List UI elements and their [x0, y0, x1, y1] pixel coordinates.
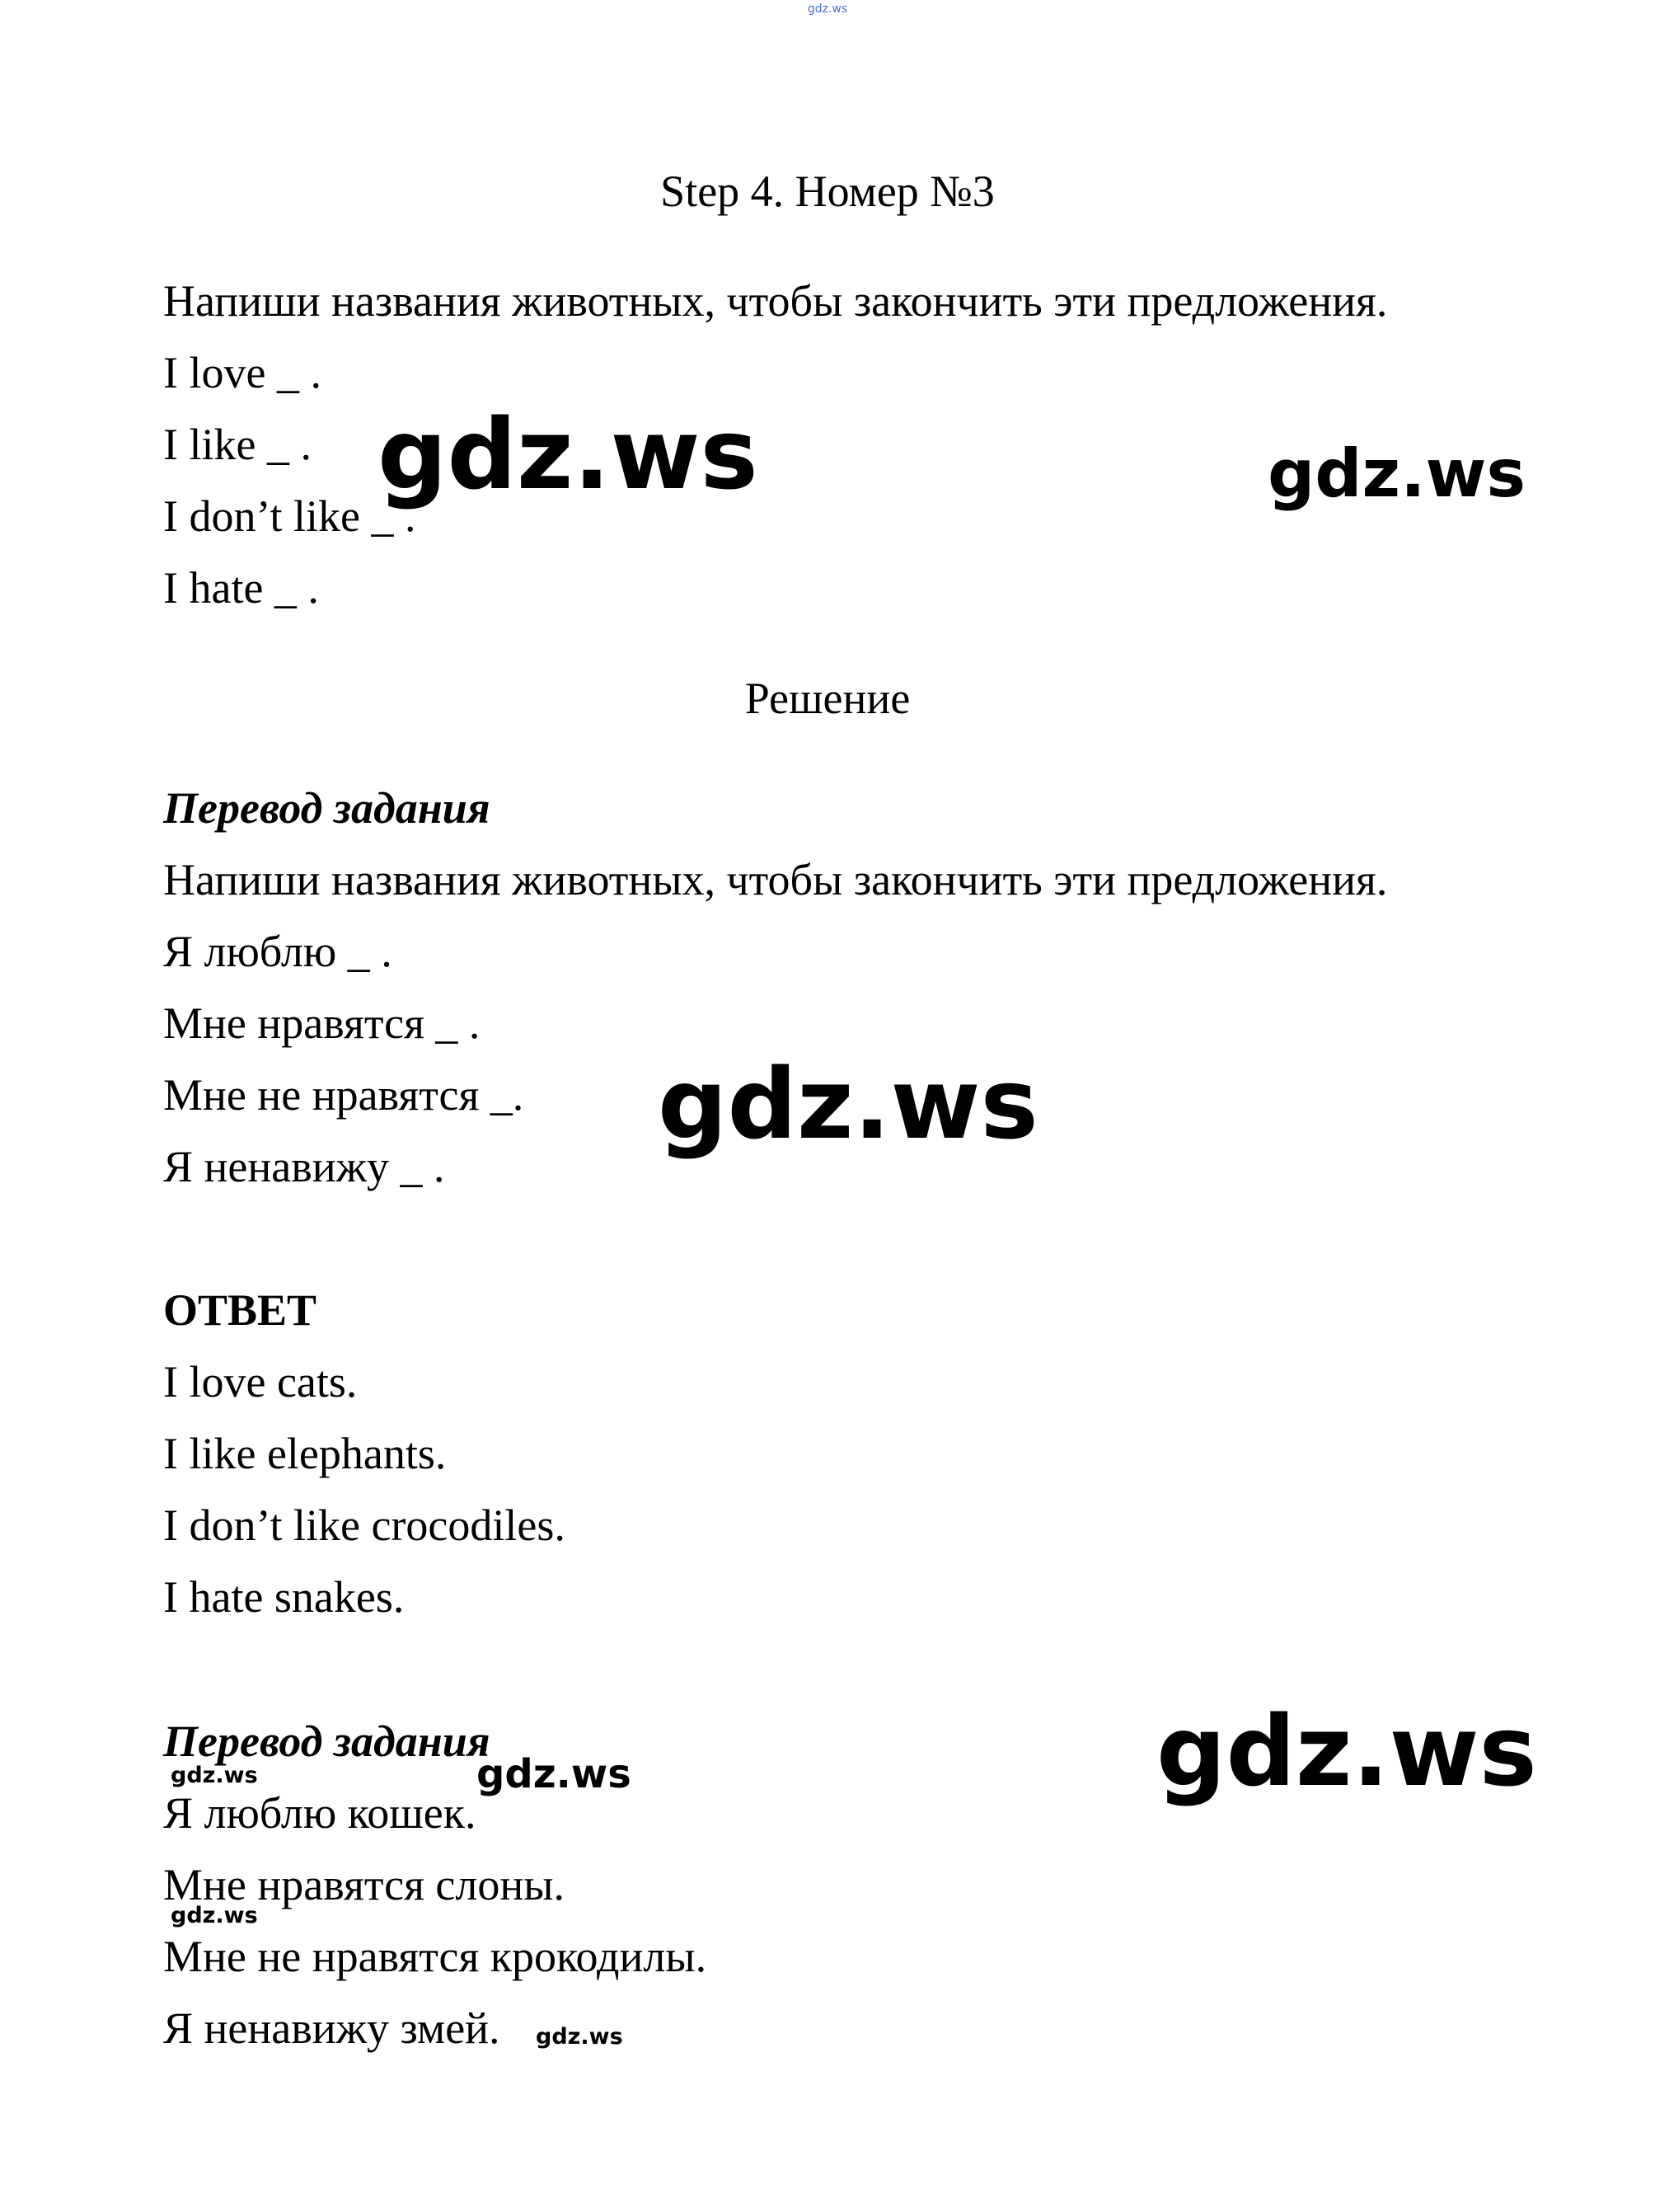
translation-heading: Перевод задания — [163, 783, 490, 833]
watermark: gdz.ws — [171, 1763, 258, 1788]
translation-heading: Перевод задания — [163, 1717, 490, 1766]
page-title: Step 4. Номер №3 — [660, 167, 995, 216]
watermark: gdz.ws — [1268, 435, 1526, 512]
solution-heading: Решение — [744, 674, 911, 723]
answer-heading: ОТВЕТ — [163, 1285, 317, 1335]
translation-sentence: Я люблю кошек. — [163, 1788, 476, 1838]
translation-sentence: Мне не нравятся крокодилы. — [163, 1932, 707, 1981]
watermark: gdz.ws — [377, 397, 758, 511]
watermark: gdz.ws — [1156, 1694, 1537, 1808]
answer-sentence: I don’t like crocodiles. — [163, 1500, 565, 1550]
watermark: gdz.ws — [536, 2024, 623, 2050]
task-sentence: I love _ . — [163, 348, 321, 397]
translation-instruction: Напиши названия животных, чтобы закончить эти предложения. — [163, 855, 1388, 904]
translation-sentence: Я ненавижу _ . — [163, 1142, 445, 1191]
answer-sentence: I love cats. — [163, 1357, 358, 1407]
answer-sentence: I like elephants. — [163, 1429, 447, 1478]
translation-sentence: Я люблю _ . — [163, 927, 392, 976]
task-instruction: Напиши названия животных, чтобы закончить эти предложения. — [163, 276, 1388, 326]
translation-sentence: Я ненавижу змей. — [163, 2003, 500, 2053]
watermark: gdz.ws — [171, 1903, 258, 1928]
task-sentence: I like _ . — [163, 420, 312, 469]
task-sentence: I don’t like _ . — [163, 491, 416, 541]
watermark: gdz.ws — [658, 1047, 1038, 1161]
watermark: gdz.ws — [476, 1751, 631, 1797]
top-watermark: gdz.ws — [807, 2, 848, 16]
translation-sentence: Мне не нравятся _. — [163, 1070, 524, 1120]
task-sentence: I hate _ . — [163, 563, 319, 613]
translation-sentence: Мне нравятся _ . — [163, 998, 481, 1048]
answer-sentence: I hate snakes. — [163, 1572, 405, 1622]
translation-sentence: Мне нравятся слоны. — [163, 1860, 565, 1909]
